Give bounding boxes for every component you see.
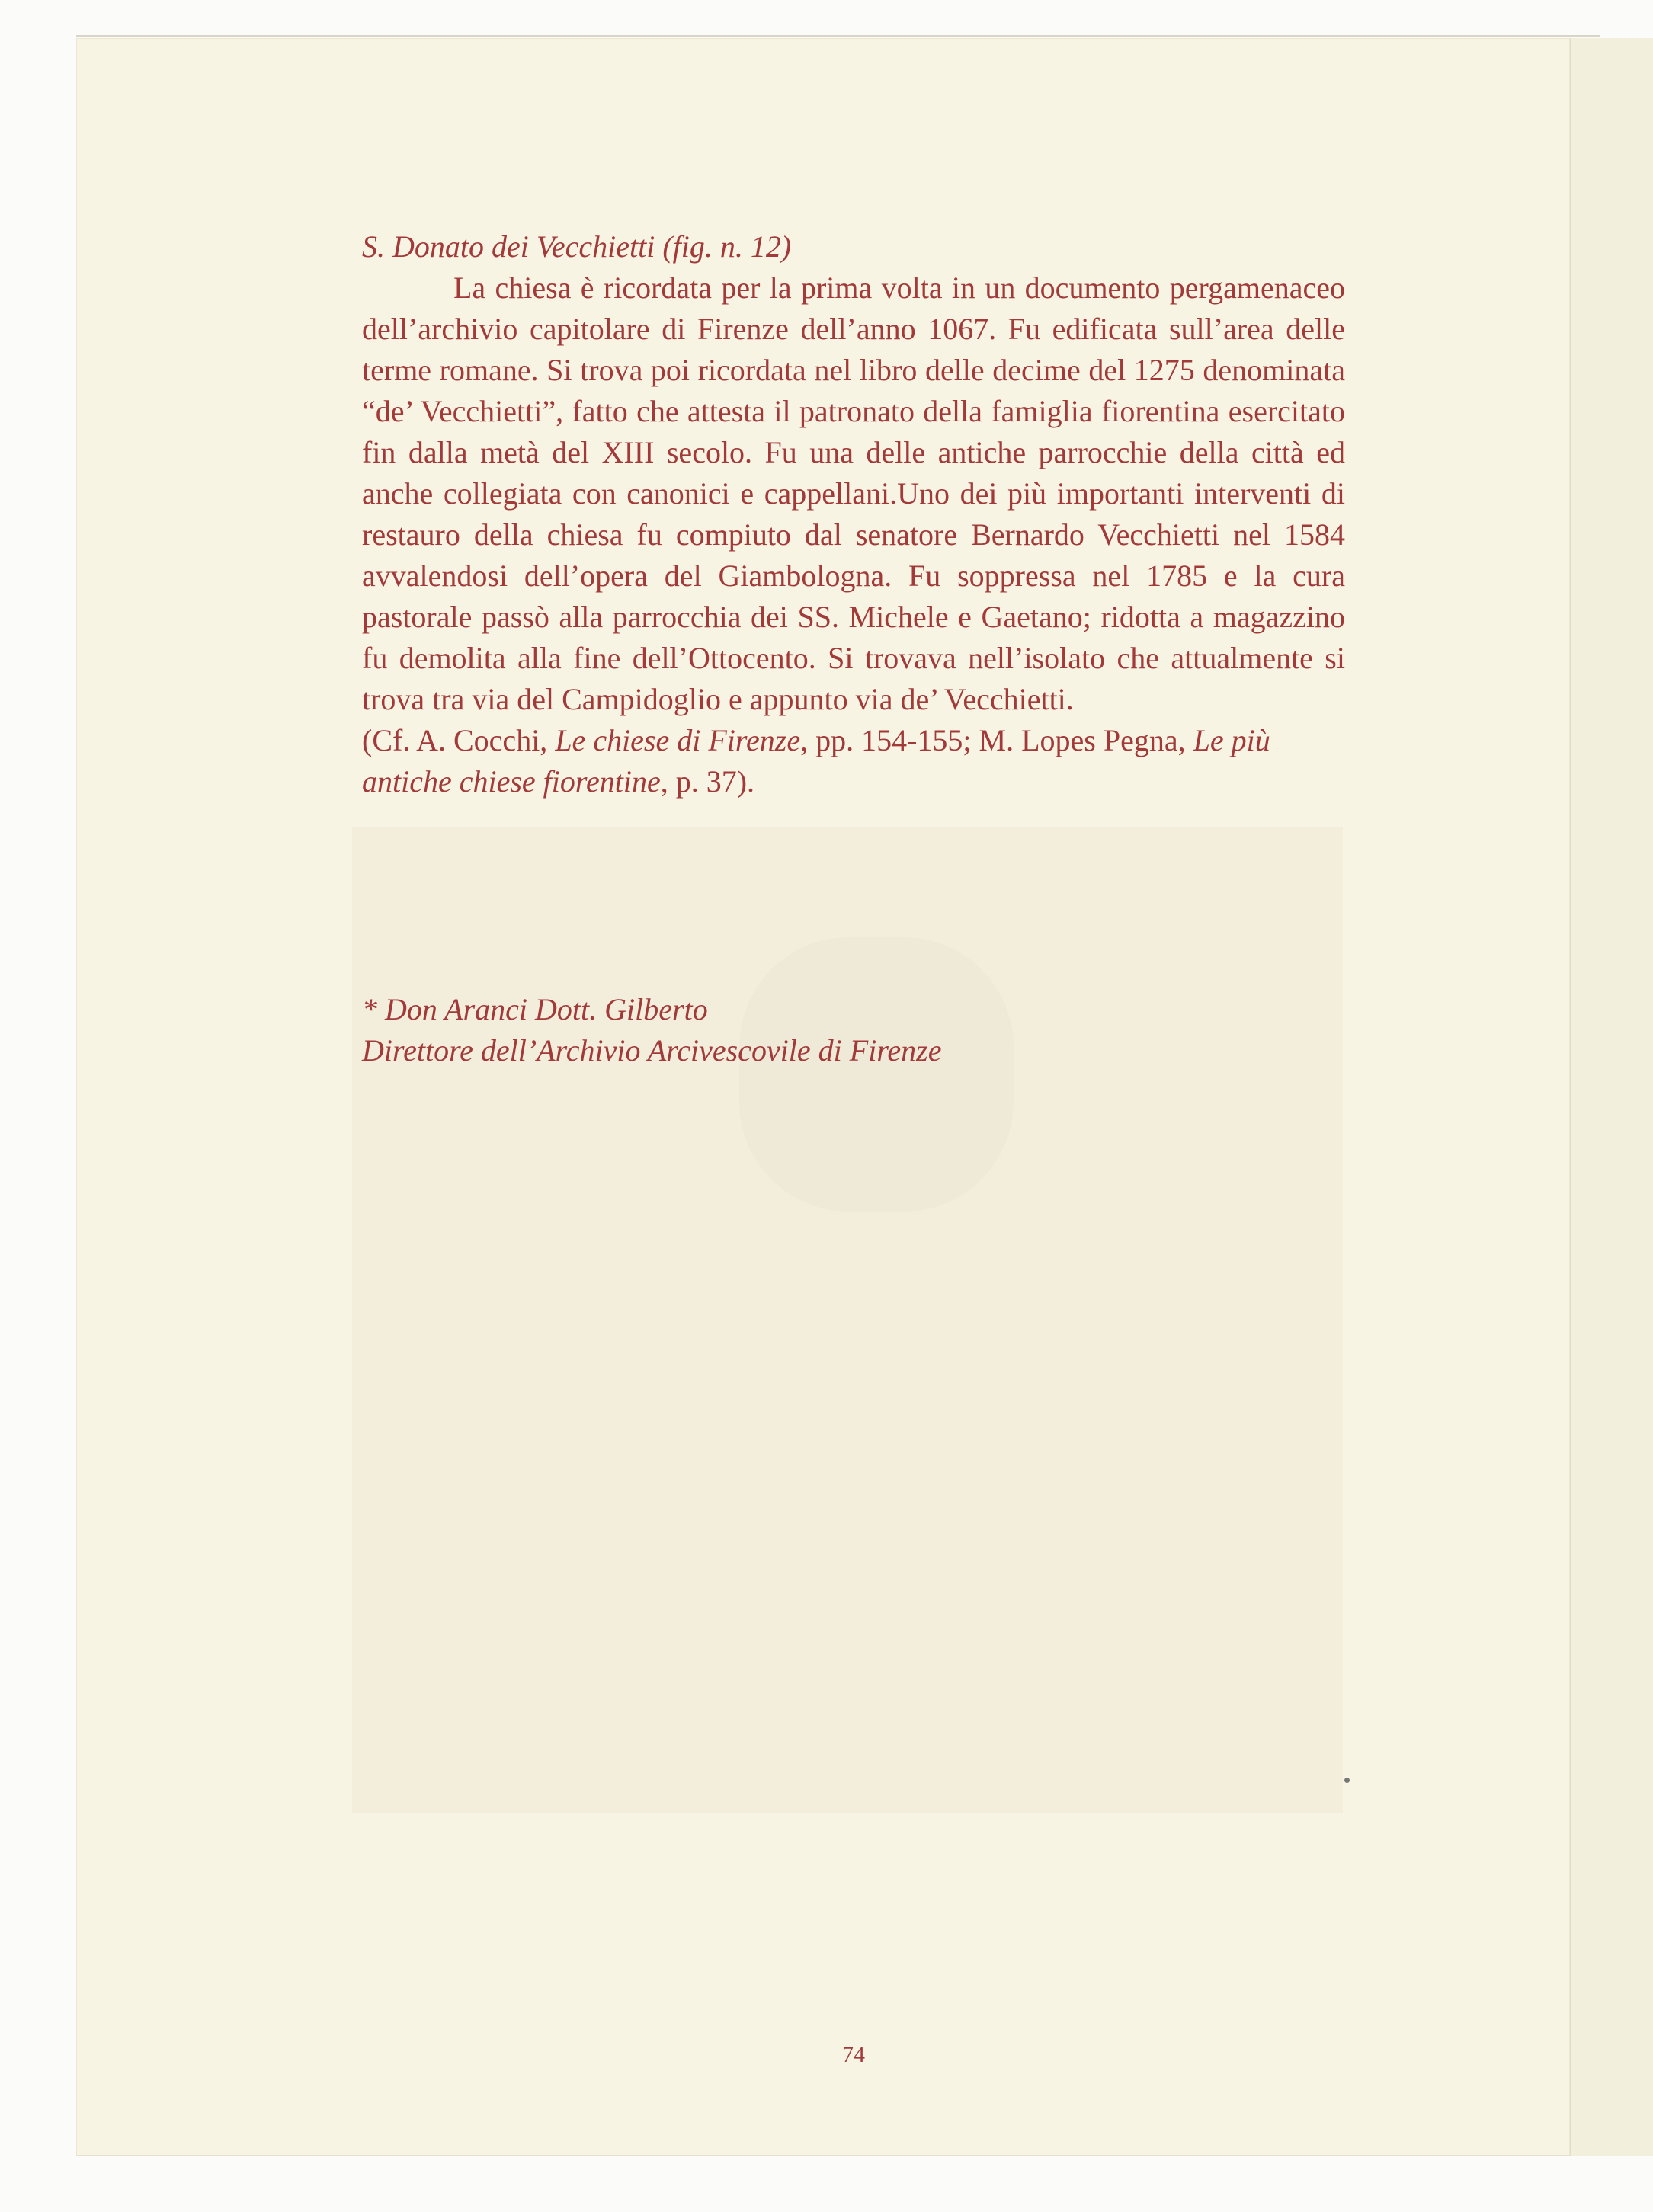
author-role: Direttore dell’Archivio Arcivescovile di Firenze (362, 1033, 942, 1068)
facing-page-edge (1570, 38, 1653, 2156)
page-bottom-edge (76, 2155, 1570, 2156)
article-text (362, 226, 1345, 802)
citation-title-2: Le più antiche chiese fiorentine (362, 723, 1270, 799)
author-name: * Don Aranci Dott. Gilberto (362, 992, 708, 1026)
author-signature (362, 989, 1353, 1071)
section-heading: S. Donato dei Vecchietti (fig. n. 12) (362, 229, 792, 264)
citation-middle: , pp. 154-155; M. Lopes Pegna, (800, 723, 1193, 757)
show-through-mark (739, 937, 1014, 1212)
ink-speck (1344, 1778, 1350, 1783)
page-number: 74 (842, 2042, 865, 2067)
citation (362, 720, 1345, 802)
page-top-edge (76, 35, 1600, 37)
citation-close: , p. 37). (660, 764, 755, 799)
citation-open: (Cf. A. Cocchi, (362, 723, 556, 757)
citation-title-1: Le chiese di Firenze (555, 723, 801, 757)
body-paragraph: La chiesa è ricordata per la prima volta in un documento pergamenaceo dell’archivio capitolare di Firenze dell’anno 1067. Fu edificata sull’area delle terme romane. Si trova poi ricordata nel libro delle decime del 1275 denominata “de’ Vecchietti”, fatto che attesta il patronato della famiglia fiorentina esercitato fin dalla metà del XIII secolo. Fu una delle antiche parrocchie della città ed anche collegiata con canonici e cappellani.Uno dei più importanti interventi di restauro della chiesa fu compiuto dal senatore Bernardo Vecchietti nel 1584 avvalendosi dell’opera del Giambologna. Fu soppressa nel 1785 e la cura pastorale passò alla parrocchia dei SS. Michele e Gaetano; ridotta a magazzino fu demolita alla fine dell’Ottocento. Si trovava nell’isolato che attualmente si trova tra via del Campidoglio e appunto via de’ Vecchietti. (362, 270, 1345, 716)
